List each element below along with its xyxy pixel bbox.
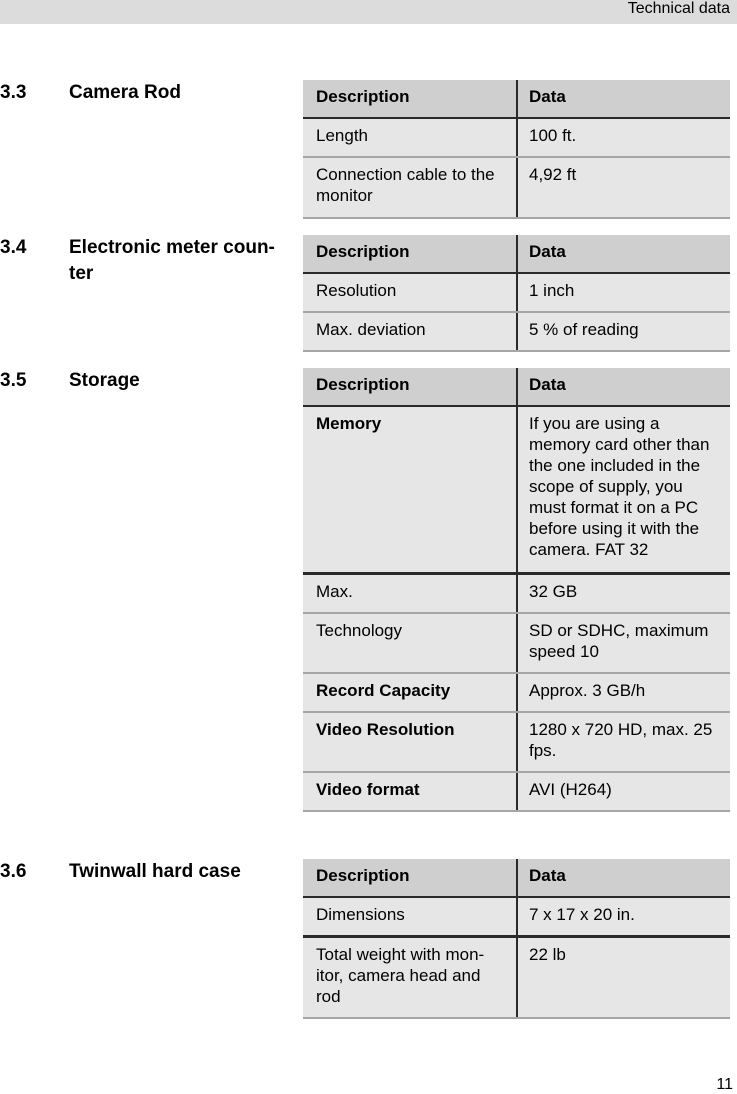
table-header-row xyxy=(303,80,730,118)
camera-rod-table xyxy=(303,80,730,219)
section-title-storage: Storage xyxy=(69,370,140,391)
row-data: Approx. 3 GB/h xyxy=(517,673,730,712)
row-description: Max. xyxy=(303,574,517,614)
section-number-3-6: 3.6 xyxy=(0,861,27,882)
table-row xyxy=(303,673,730,712)
row-data: 4,92 ft xyxy=(517,157,730,218)
table-row xyxy=(303,712,730,772)
row-description: Video format xyxy=(303,772,517,811)
row-data: 22 lb xyxy=(517,937,730,1019)
row-data: 100 ft. xyxy=(517,118,730,157)
table-row xyxy=(303,406,730,574)
row-description: Resolution xyxy=(303,273,517,312)
row-description: Technology xyxy=(303,613,517,673)
table-row xyxy=(303,574,730,614)
row-data: 5 % of reading xyxy=(517,312,730,351)
table-row xyxy=(303,118,730,157)
row-description: Dimensions xyxy=(303,897,517,937)
section-title-electronic-meter-counter: Electronic meter coun-ter xyxy=(69,237,275,284)
row-description: Video Resolution xyxy=(303,712,517,772)
electronic-meter-counter-table xyxy=(303,235,730,352)
row-description: Record Capacity xyxy=(303,673,517,712)
row-description: Max. deviation xyxy=(303,312,517,351)
column-header-data: Data xyxy=(517,859,730,897)
column-header-data: Data xyxy=(517,235,730,273)
table-row xyxy=(303,937,730,1019)
row-data: 32 GB xyxy=(517,574,730,614)
table-row xyxy=(303,312,730,351)
column-header-description: Description xyxy=(303,235,517,273)
row-description: Total weight with mon-itor, camera head and rod xyxy=(303,937,517,1019)
row-description: Memory xyxy=(303,406,517,574)
table-header-row xyxy=(303,368,730,406)
row-description: Length xyxy=(303,118,517,157)
table-row xyxy=(303,613,730,673)
column-header-data: Data xyxy=(517,368,730,406)
header-title: Technical data xyxy=(627,0,730,17)
row-data: If you are using a memory card other than the one included in the scope of supply, you must format it on a PC before using it with the camera. FAT 32 xyxy=(517,406,730,574)
row-data: 1280 x 720 HD, max. 25 fps. xyxy=(517,712,730,772)
row-data: AVI (H264) xyxy=(517,772,730,811)
table-header-row xyxy=(303,859,730,897)
row-description: Connection cable to the monitor xyxy=(303,157,517,218)
section-title-camera-rod: Camera Rod xyxy=(69,82,181,103)
section-number-3-5: 3.5 xyxy=(0,370,27,391)
section-number-3-3: 3.3 xyxy=(0,82,27,103)
section-number-3-4: 3.4 xyxy=(0,237,27,258)
table-header-row xyxy=(303,235,730,273)
section-title-twinwall-hard-case: Twinwall hard case xyxy=(69,861,241,882)
column-header-description: Description xyxy=(303,80,517,118)
table-row xyxy=(303,772,730,811)
table-row xyxy=(303,273,730,312)
row-data: 7 x 17 x 20 in. xyxy=(517,897,730,937)
page-header xyxy=(0,0,737,24)
page-number: 11 xyxy=(716,1076,733,1093)
row-data: SD or SDHC, maximum speed 10 xyxy=(517,613,730,673)
row-data: 1 inch xyxy=(517,273,730,312)
column-header-description: Description xyxy=(303,368,517,406)
twinwall-hard-case-table xyxy=(303,859,730,1019)
table-row xyxy=(303,897,730,937)
column-header-data: Data xyxy=(517,80,730,118)
storage-table xyxy=(303,368,730,812)
column-header-description: Description xyxy=(303,859,517,897)
table-row xyxy=(303,157,730,218)
